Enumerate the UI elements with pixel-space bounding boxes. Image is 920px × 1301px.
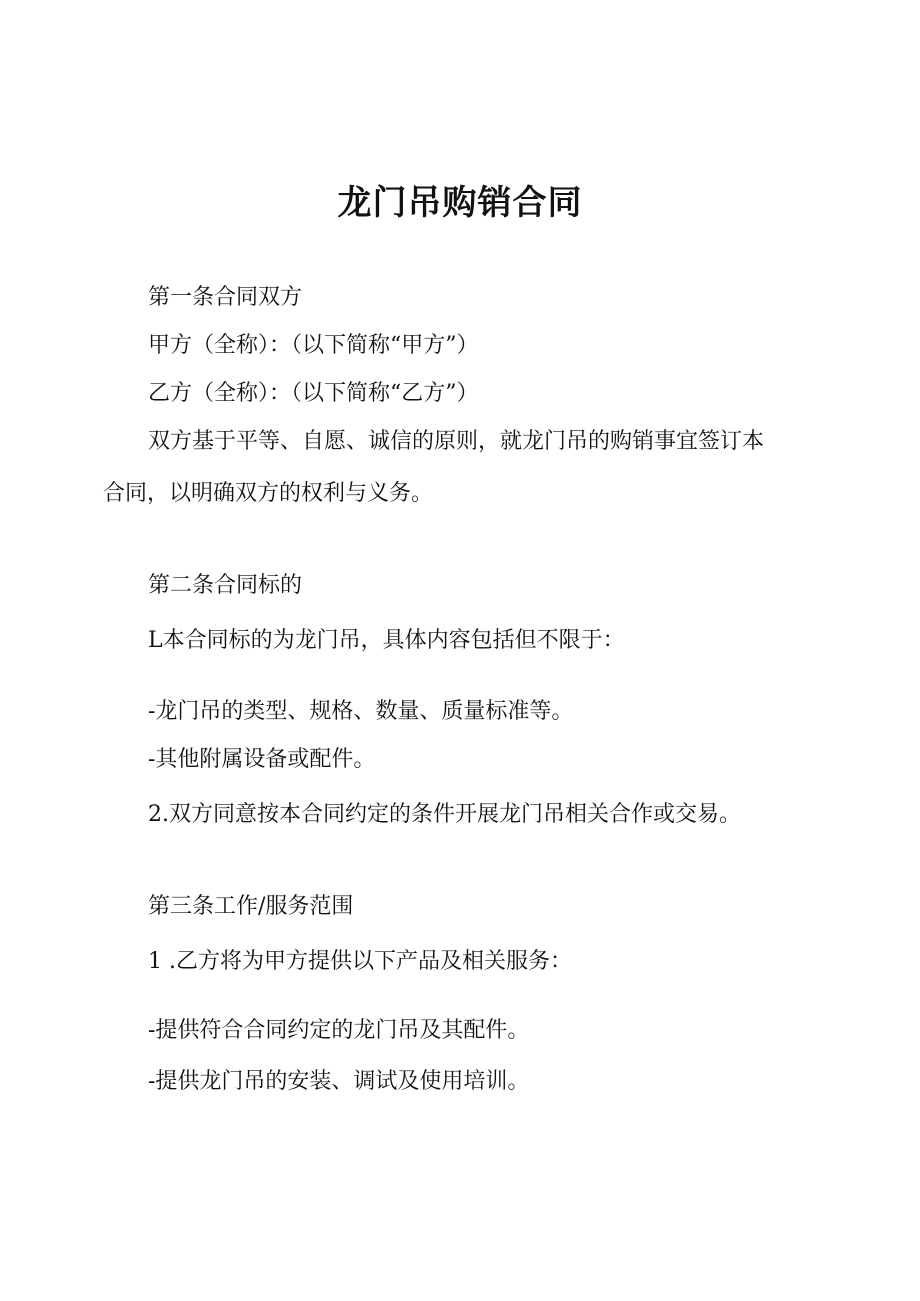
party-b-line: 乙方（全称）：（以下简称“乙方”） [148, 381, 479, 406]
article2-heading: 第二条合同标的 [148, 573, 303, 598]
article1-intro-line2: 合同，以明确双方的权利与义务。 [103, 481, 434, 506]
article3-heading: 第三条工作/服务范围 [148, 894, 354, 919]
article2-bullet2: -其他附属设备或配件。 [148, 747, 376, 772]
article1-intro-line1: 双方基于平等、自愿、诚信的原则，就龙门吊的购销事宜签订本 [148, 429, 765, 454]
article3-bullet1: -提供符合合同约定的龙门吊及其配件。 [148, 1018, 530, 1043]
article1-heading: 第一条合同双方 [148, 285, 303, 310]
article3-item1: 1 .乙方将为甲方提供以下产品及相关服务： [148, 949, 572, 974]
document-title: 龙门吊购销合同 [337, 183, 583, 223]
party-a-line: 甲方（全称）：（以下简称“甲方”） [148, 333, 479, 358]
article2-bullet1: -龙门吊的类型、规格、数量、质量标准等。 [148, 699, 574, 724]
article2-item2: 2.双方同意按本合同约定的条件开展龙门吊相关合作或交易。 [148, 802, 741, 827]
article2-item1: L本合同标的为龙门吊，具体内容包括但不限于： [148, 628, 625, 653]
article3-bullet2: -提供龙门吊的安装、调试及使用培训。 [148, 1069, 530, 1094]
